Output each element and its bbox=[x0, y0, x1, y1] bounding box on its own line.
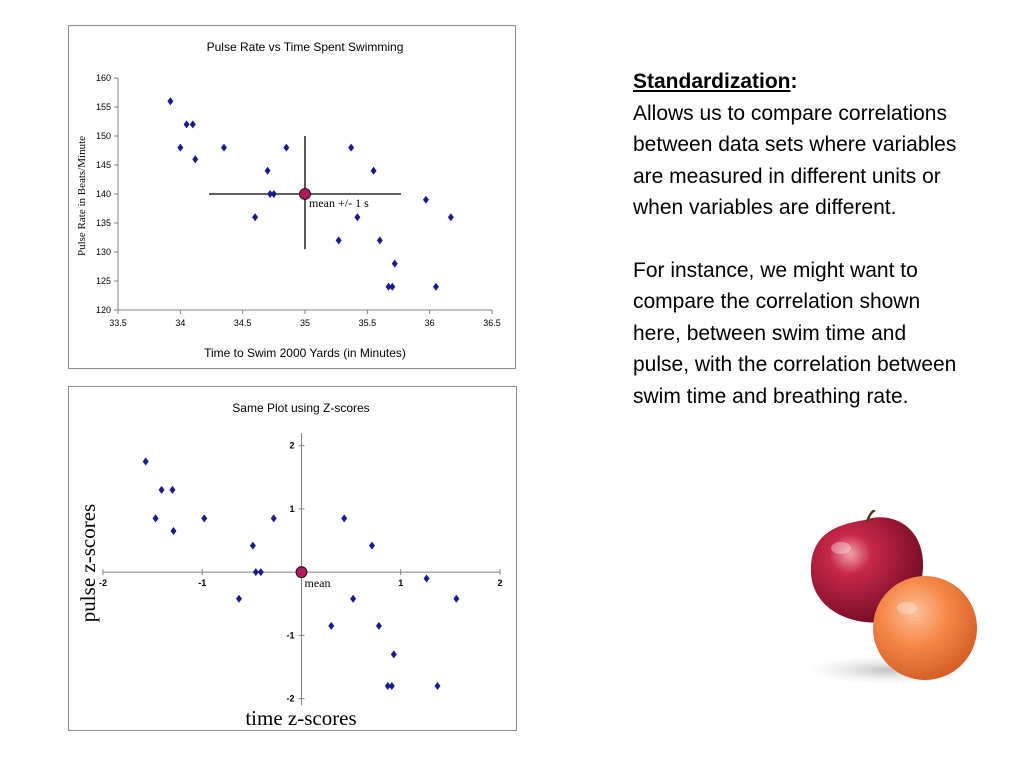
data-point bbox=[369, 542, 375, 550]
data-point bbox=[221, 144, 227, 152]
data-point bbox=[167, 97, 173, 105]
data-point bbox=[201, 514, 207, 522]
y-tick-label: 160 bbox=[95, 73, 111, 83]
data-point bbox=[153, 514, 159, 522]
x-tick-label: 33.5 bbox=[109, 318, 127, 328]
apple-orange-picture bbox=[803, 510, 983, 690]
y-tick-label: 150 bbox=[95, 131, 111, 141]
y-tick-label: 135 bbox=[95, 218, 111, 228]
chart-z-svg bbox=[69, 387, 516, 730]
data-point bbox=[336, 236, 342, 244]
data-point bbox=[423, 196, 429, 204]
y-tick-label: -1 bbox=[286, 630, 295, 641]
y-tick-label: 130 bbox=[95, 247, 111, 257]
heading-title: Standardization bbox=[633, 70, 791, 93]
data-point bbox=[236, 595, 242, 603]
x-tick-label: -2 bbox=[98, 578, 108, 589]
chart-title: Pulse Rate vs Time Spent Swimming bbox=[206, 40, 404, 54]
chart-raw-svg bbox=[69, 26, 515, 368]
data-point bbox=[354, 213, 360, 221]
data-point bbox=[424, 574, 430, 582]
orange-icon bbox=[873, 576, 977, 680]
data-point bbox=[392, 260, 398, 268]
y-tick-label: 140 bbox=[95, 189, 111, 199]
y-tick-label: -2 bbox=[286, 693, 295, 704]
data-point bbox=[389, 283, 395, 291]
data-point bbox=[283, 144, 289, 152]
chart-z-scores bbox=[68, 386, 517, 731]
data-point bbox=[341, 514, 347, 522]
y-tick-label: 125 bbox=[95, 276, 111, 286]
x-tick-label: -1 bbox=[198, 578, 207, 589]
data-point bbox=[271, 190, 277, 198]
x-tick-label: 34 bbox=[175, 318, 186, 328]
x-tick-label: 36.5 bbox=[483, 318, 501, 328]
y-tick-label: 155 bbox=[95, 102, 111, 112]
x-tick-label: 2 bbox=[497, 578, 503, 589]
chart-raw-scores bbox=[68, 25, 516, 369]
data-point bbox=[184, 120, 190, 128]
data-point bbox=[250, 542, 256, 550]
data-point bbox=[170, 527, 176, 535]
paragraph-example: For instance, we might want to compare the correlation shown here, between swim time and pulse, with the correlation between swim time and breathing rate. bbox=[633, 258, 957, 408]
data-point bbox=[448, 213, 454, 221]
x-axis-label: Time to Swim 2000 Yards (in Minutes) bbox=[204, 346, 406, 360]
paragraph-standardization: Allows us to compare correlations between data sets where variables are measured in different units or when variables are different. bbox=[633, 101, 957, 219]
mean-annotation: mean +/- 1 s bbox=[309, 196, 369, 210]
y-axis-label: pulse z-scores bbox=[76, 503, 100, 623]
data-point bbox=[391, 650, 397, 658]
x-tick-label: 35 bbox=[299, 318, 311, 328]
data-point bbox=[258, 568, 264, 576]
data-point bbox=[433, 283, 439, 291]
data-point bbox=[271, 514, 277, 522]
mean-annotation: mean bbox=[304, 576, 331, 591]
x-tick-label: 34.5 bbox=[233, 318, 252, 328]
x-tick-label: 36 bbox=[424, 318, 435, 328]
y-tick-label: 145 bbox=[95, 160, 111, 170]
data-point bbox=[376, 622, 382, 630]
data-point bbox=[348, 144, 354, 152]
data-point bbox=[265, 167, 271, 175]
data-point bbox=[190, 120, 196, 128]
data-point bbox=[371, 167, 377, 175]
y-axis-label: Pulse Rate in Beats/Minute bbox=[76, 135, 88, 257]
data-point bbox=[328, 622, 334, 630]
data-point bbox=[434, 682, 440, 690]
data-point bbox=[377, 236, 383, 244]
y-tick-label: 2 bbox=[289, 440, 295, 451]
data-point bbox=[192, 155, 198, 163]
x-axis-label: time z-scores bbox=[245, 706, 357, 730]
explanation-panel bbox=[633, 66, 963, 412]
data-point bbox=[350, 595, 356, 603]
y-tick-label: 120 bbox=[95, 305, 111, 315]
heading-colon: : bbox=[790, 70, 798, 93]
data-point bbox=[169, 486, 175, 494]
data-point bbox=[143, 457, 149, 465]
spacer bbox=[633, 224, 963, 255]
chart-title: Same Plot using Z-scores bbox=[232, 401, 370, 415]
heading bbox=[633, 66, 963, 98]
x-tick-label: 1 bbox=[398, 578, 404, 589]
data-point bbox=[177, 144, 183, 152]
x-tick-label: 35.5 bbox=[358, 318, 377, 328]
data-point bbox=[453, 595, 459, 603]
y-tick-label: 1 bbox=[289, 503, 295, 514]
data-point bbox=[252, 213, 258, 221]
data-point bbox=[159, 486, 165, 494]
data-point bbox=[389, 682, 395, 690]
